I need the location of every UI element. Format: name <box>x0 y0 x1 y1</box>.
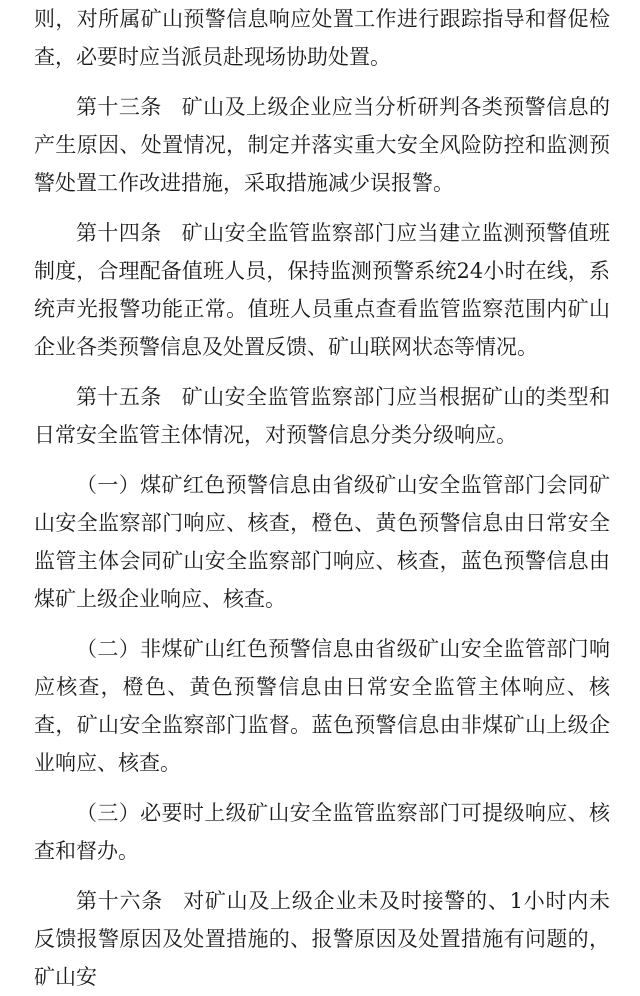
article-number: 第十五条 <box>76 385 162 409</box>
article-16 <box>34 882 610 996</box>
paragraph-text: 则，对所属矿山预警信息响应处置工作进行跟踪指导和督促检查，必要时应当派员赴现场协助处置。 <box>34 7 610 69</box>
clause-2 <box>34 630 610 782</box>
paragraph-text: （一）煤矿红色预警信息由省级矿山安全监管部门会同矿山安全监察部门响应、核查，橙色、黄色预警信息由日常安全监管主体会同矿山安全监察部门响应、核查，蓝色预警信息由煤矿上级企业响应、核查。 <box>34 473 610 611</box>
paragraph-text: 矿山及上级企业应当分析研判各类预警信息的产生原因、处置情况，制定并落实重大安全风险防控和监测预警处置工作改进措施，采取措施减少误报警。 <box>34 95 611 195</box>
article-13 <box>34 88 610 202</box>
paragraph-text: 对矿山及上级企业未及时接警的、1小时内未反馈报警原因及处置措施的、报警原因及处置措施有问题的，矿山安 <box>34 889 611 989</box>
article-14 <box>34 214 610 366</box>
paragraph-text: （二）非煤矿山红色预警信息由省级矿山安全监管部门响应核查，橙色、黄色预警信息由日常安全监管主体响应、核查，矿山安全监察部门监督。蓝色预警信息由非煤矿山上级企业响应、核查。 <box>34 637 610 775</box>
paragraph-continuation <box>34 0 610 76</box>
article-15 <box>34 378 610 454</box>
paragraph-text: （三）必要时上级矿山安全监管监察部门可提级响应、核查和督办。 <box>34 801 610 863</box>
paragraph-text: 矿山安全监管监察部门应当根据矿山的类型和日常安全监管主体情况，对预警信息分类分级响应。 <box>34 385 611 447</box>
clause-1 <box>34 466 610 618</box>
clause-3 <box>34 794 610 870</box>
article-number: 第十四条 <box>76 221 162 245</box>
article-number: 第十三条 <box>76 95 162 119</box>
article-number: 第十六条 <box>76 889 164 913</box>
paragraph-text: 矿山安全监管监察部门应当建立监测预警值班制度，合理配备值班人员，保持监测预警系统24小时在线，系统声光报警功能正常。值班人员重点查看监管监察范围内矿山企业各类预警信息及处置反馈、矿山联网状态等情况。 <box>34 221 611 359</box>
